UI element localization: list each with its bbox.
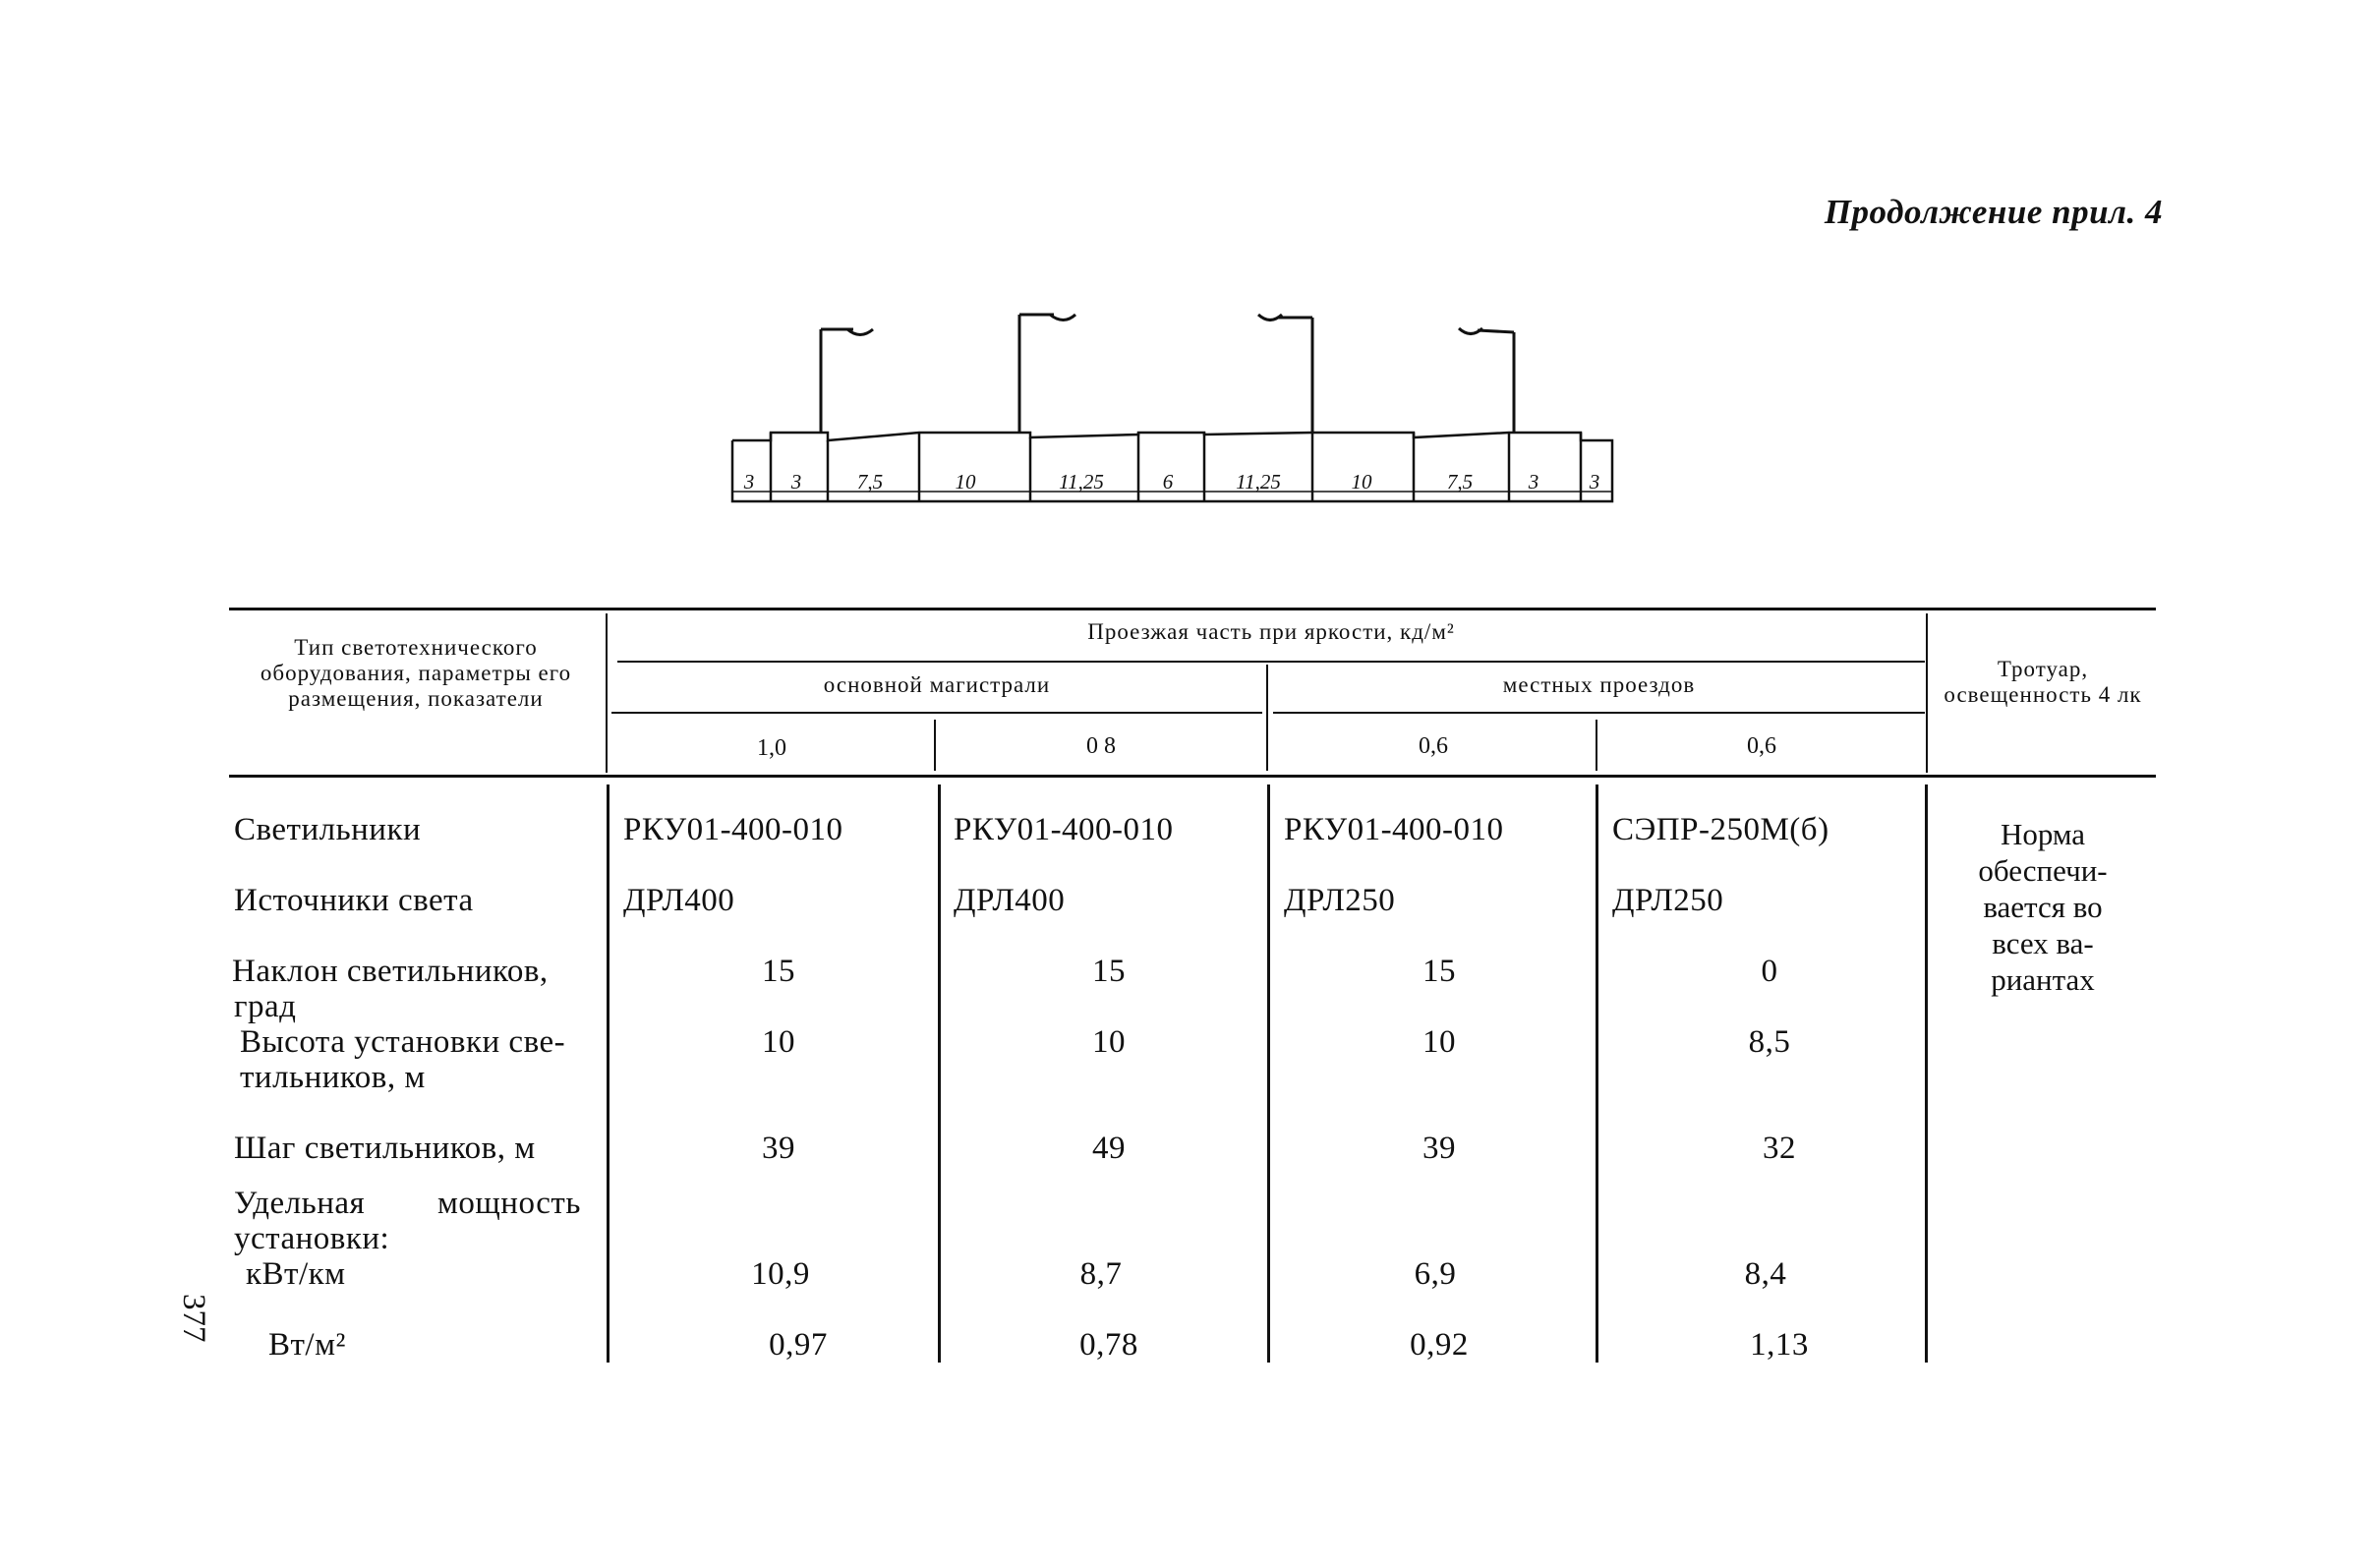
- cell-light-source: ДРЛ400: [623, 883, 735, 918]
- segment-label: 10: [1351, 470, 1372, 494]
- header-luminance: 0,6: [1747, 733, 1776, 759]
- cell-spacing: 39: [1422, 1131, 1456, 1166]
- header-divider: [934, 720, 936, 771]
- segment-label: 6: [1162, 470, 1174, 494]
- cell-tilt: 15: [762, 954, 795, 989]
- segment-label: 11,25: [1236, 470, 1281, 494]
- header-luminance: 0,6: [1419, 733, 1448, 759]
- row-label-kw-per-km: кВт/км: [246, 1256, 346, 1292]
- cell-luminaire: СЭПР-250М(б): [1612, 812, 1829, 847]
- cell-kw-per-km: 8,4: [1744, 1256, 1787, 1292]
- cell-luminaire: РКУ01-400-010: [623, 812, 843, 847]
- header-luminance: 1,0: [757, 735, 786, 761]
- header-divider: [606, 613, 608, 773]
- cell-height: 10: [1092, 1024, 1126, 1060]
- header-sidewalk: Тротуар, освещенность 4 лк: [1944, 657, 2142, 707]
- header-roadway: Проезжая часть при яркости, кд/м²: [1087, 619, 1455, 644]
- cell-tilt: 15: [1092, 954, 1126, 989]
- body-divider: [1596, 784, 1598, 1363]
- body-divider: [607, 784, 610, 1363]
- cell-spacing: 49: [1092, 1131, 1126, 1166]
- header-bottom-rule: [229, 775, 2156, 778]
- page-number: 377: [176, 1294, 211, 1343]
- row-label-specific-power-line2: установки:: [234, 1221, 390, 1256]
- road-cross-section-diagram: [0, 0, 2380, 590]
- row-label-specific-power-word1: Удельная: [234, 1186, 366, 1221]
- row-label-height-line2: тильников, м: [240, 1060, 426, 1095]
- segment-label: 3: [1589, 470, 1600, 494]
- cell-w-per-m2: 0,92: [1410, 1327, 1469, 1363]
- lamp-pole-1: [821, 329, 873, 433]
- row-label-height-line1: Высота установки све-: [240, 1024, 566, 1060]
- sidewalk-note-line: Норма: [2000, 817, 2086, 851]
- cell-luminaire: РКУ01-400-010: [954, 812, 1174, 847]
- segment-label: 7,5: [856, 470, 884, 494]
- cell-tilt: 15: [1422, 954, 1456, 989]
- segment-label: 3: [1528, 470, 1539, 494]
- cell-w-per-m2: 0,97: [769, 1327, 828, 1363]
- segment-label: 11,25: [1059, 470, 1104, 494]
- header-rule-1: [617, 661, 1925, 663]
- lamp-pole-4: [1459, 328, 1514, 433]
- sidewalk-note: [1935, 816, 2151, 998]
- header-luminance: 0 8: [1086, 733, 1116, 759]
- cell-kw-per-km: 8,7: [1079, 1256, 1123, 1292]
- cell-height: 10: [1422, 1024, 1456, 1060]
- cell-w-per-m2: 1,13: [1750, 1327, 1809, 1363]
- cell-light-source: ДРЛ250: [1284, 883, 1396, 918]
- cell-light-source: ДРЛ400: [954, 883, 1066, 918]
- body-divider: [1925, 784, 1928, 1363]
- body-divider: [1267, 784, 1270, 1363]
- row-label-light-sources: Источники света: [234, 883, 474, 918]
- row-label-spacing: Шаг светильников, м: [234, 1131, 536, 1166]
- body-divider: [938, 784, 941, 1363]
- cell-tilt: 0: [1761, 954, 1778, 989]
- cell-kw-per-km: 10,9: [751, 1256, 810, 1292]
- sidewalk-note-line: обеспечи-: [1978, 853, 2108, 888]
- cell-spacing: 32: [1763, 1131, 1796, 1166]
- cell-kw-per-km: 6,9: [1414, 1256, 1457, 1292]
- header-divider: [1926, 613, 1928, 773]
- cell-height: 10: [762, 1024, 795, 1060]
- segment-label: 7,5: [1446, 470, 1474, 494]
- cell-spacing: 39: [762, 1131, 795, 1166]
- segment-label: 3: [790, 470, 802, 494]
- sidewalk-note-line: вается во: [1983, 890, 2103, 924]
- lamp-pole-2: [1019, 315, 1075, 433]
- header-main-road: основной магистрали: [823, 672, 1051, 697]
- cell-w-per-m2: 0,78: [1079, 1327, 1138, 1363]
- segment-label: 10: [955, 470, 976, 494]
- row-label-tilt-line2: град: [234, 989, 297, 1024]
- segment-label: 3: [743, 470, 755, 494]
- cell-height: 8,5: [1748, 1024, 1791, 1060]
- lamp-pole-3: [1258, 315, 1312, 433]
- sidewalk-note-line: всех ва-: [1992, 926, 2094, 960]
- header-divider: [1266, 665, 1268, 771]
- table-top-rule: [229, 608, 2156, 610]
- cell-light-source: ДРЛ250: [1612, 883, 1724, 918]
- row-label-tilt-line1: Наклон светильников,: [232, 954, 549, 989]
- continuation-title: Продолжение прил. 4: [1824, 193, 2163, 231]
- header-local-roads: местных проездов: [1502, 672, 1696, 697]
- sidewalk-note-line: риантах: [1991, 962, 2095, 997]
- segment-labels: [743, 470, 1600, 494]
- row-label-specific-power-word2: мощность: [437, 1186, 581, 1221]
- cell-luminaire: РКУ01-400-010: [1284, 812, 1504, 847]
- row-label-w-per-m2: Вт/м²: [268, 1327, 346, 1363]
- row-label-luminaires: Светильники: [234, 812, 422, 847]
- lamp-poles: [821, 315, 1514, 433]
- header-divider: [1596, 720, 1597, 771]
- header-rule-main: [611, 712, 1262, 714]
- header-param-column: Тип светотехнического оборудования, параметры его размещения, показатели: [260, 635, 572, 711]
- header-rule-local: [1273, 712, 1925, 714]
